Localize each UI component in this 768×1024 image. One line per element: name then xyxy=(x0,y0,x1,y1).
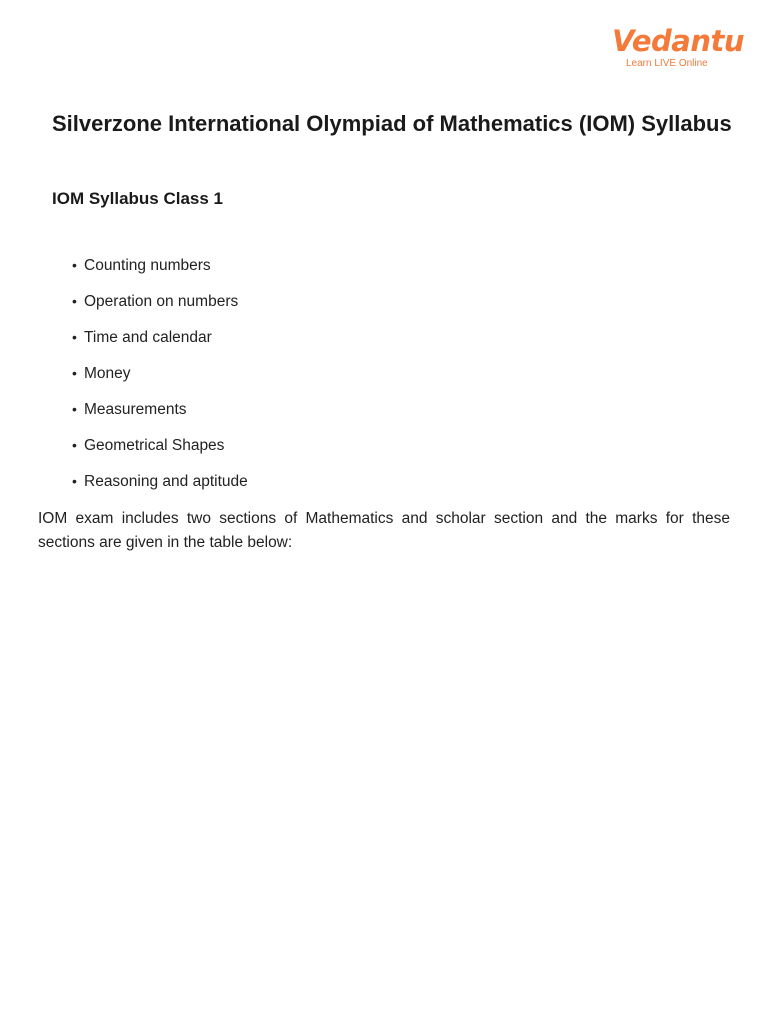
topic-label: Reasoning and aptitude xyxy=(84,473,248,490)
topic-label: Measurements xyxy=(84,401,187,418)
list-item xyxy=(72,435,248,471)
logo-wordmark: Vedantu xyxy=(612,24,744,58)
bullet-icon: • xyxy=(72,401,77,417)
list-item xyxy=(72,399,248,435)
bullet-icon: • xyxy=(72,473,77,489)
page-title: Silverzone International Olympiad of Mathematics (IOM) Syllabus xyxy=(52,111,732,136)
bullet-icon: • xyxy=(72,437,77,453)
list-item xyxy=(72,327,248,363)
topic-label: Time and calendar xyxy=(84,329,212,346)
topic-label: Counting numbers xyxy=(84,257,211,274)
list-item xyxy=(72,291,248,327)
topic-label: Geometrical Shapes xyxy=(84,437,225,454)
topic-list xyxy=(72,255,248,507)
topic-label: Money xyxy=(84,365,131,382)
bullet-icon: • xyxy=(72,365,77,381)
topic-label: Operation on numbers xyxy=(84,293,239,310)
vedantu-logo xyxy=(612,22,744,72)
list-item xyxy=(72,363,248,399)
bullet-icon: • xyxy=(72,293,77,309)
list-item xyxy=(72,255,248,291)
intro-paragraph: IOM exam includes two sections of Mathematics and scholar section and the marks for these sections are given in the table below: xyxy=(38,510,730,551)
bullet-icon: • xyxy=(72,329,77,345)
section-heading: IOM Syllabus Class 1 xyxy=(52,189,224,208)
logo-tagline: Learn LIVE Online xyxy=(626,58,708,69)
bullet-icon: • xyxy=(72,257,77,273)
list-item xyxy=(72,471,248,507)
